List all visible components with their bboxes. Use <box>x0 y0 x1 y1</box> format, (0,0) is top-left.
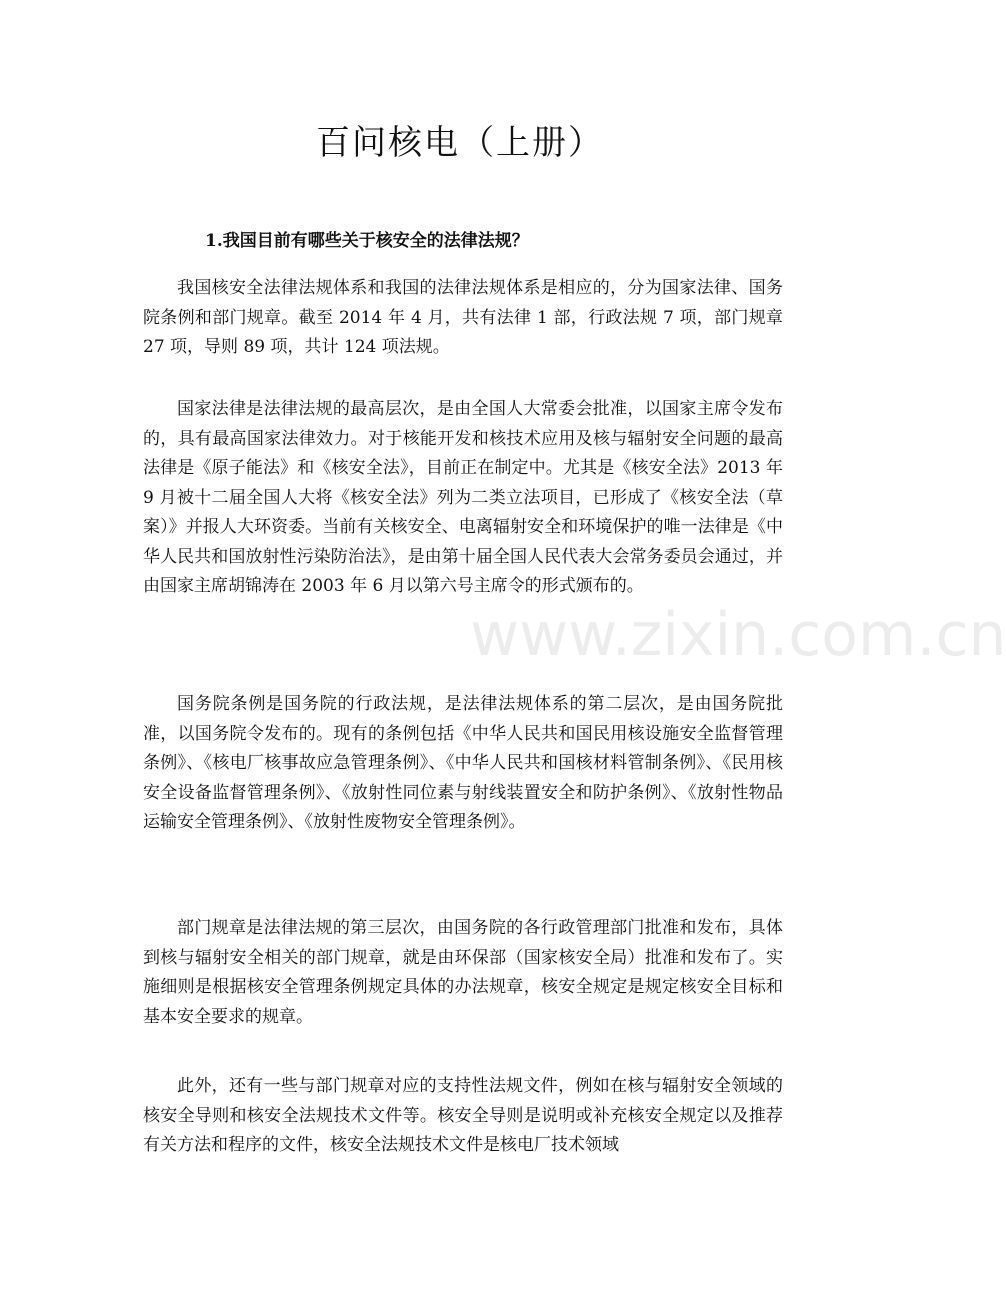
paragraph-text: 国家法律是法律法规的最高层次，是由全国人大常委会批准，以国家主席令发布的，具有最高国家法律效力。对于核能开发和核技术应用及核与辐射安全问题的最高法律是《原子能法》和《核安全法》，目前正在制定中。尤其是《核安全法》2013 年 9 月被十二届全国人大将《核安全法》列为二类立法项目，已形成了《核安全法（草案）》并报人大环资委。当前有关核安全、电离辐射安全和环境保护的唯一法律是《中华人民共和国放射性污染防治法》，是由第十届全国人民代表大会常务委员会通过，并由国家主席胡锦涛在 2003 年 6 月以第六号主席令的形式颁布的。 <box>143 399 783 596</box>
paragraph-5 <box>143 1072 783 1161</box>
question-heading: 1.我国目前有哪些关于核安全的法律法规？ <box>205 231 529 251</box>
watermark: www.zixin.com.cn <box>470 600 1006 670</box>
paragraph-text: 此外，还有一些与部门规章对应的支持性法规文件，例如在核与辐射安全领域的核安全导则和核安全法规技术文件等。核安全导则是说明或补充核安全规定以及推荐有关方法和程序的文件，核安全法规技术文件是核电厂技术领域 <box>143 1076 783 1155</box>
paragraph-3 <box>143 690 783 838</box>
paragraph-1 <box>143 274 783 363</box>
paragraph-4 <box>143 914 783 1032</box>
document-title: 百问核电（上册） <box>316 123 604 163</box>
paragraph-text: 国务院条例是国务院的行政法规，是法律法规体系的第二层次，是由国务院批准，以国务院令发布的。现有的条例包括《中华人民共和国民用核设施安全监督管理条例》、《核电厂核事故应急管理条例》、《中华人民共和国核材料管制条例》、《民用核安全设备监督管理条例》、《放射性同位素与射线装置安全和防护条例》、《放射性物品运输安全管理条例》、《放射性废物安全管理条例》。 <box>143 694 783 832</box>
paragraph-text: 我国核安全法律法规体系和我国的法律法规体系是相应的，分为国家法律、国务院条例和部门规章。截至 2014 年 4 月，共有法律 1 部，行政法规 7 项，部门规章 27 项，导则 89 项，共计 124 项法规。 <box>143 278 783 357</box>
paragraph-text: 部门规章是法律法规的第三层次，由国务院的各行政管理部门批准和发布，具体到核与辐射安全相关的部门规章，就是由环保部（国家核安全局）批准和发布了。实施细则是根据核安全管理条例规定具体的办法规章，核安全规定是规定核安全目标和基本安全要求的规章。 <box>143 918 783 1027</box>
paragraph-2 <box>143 395 783 602</box>
